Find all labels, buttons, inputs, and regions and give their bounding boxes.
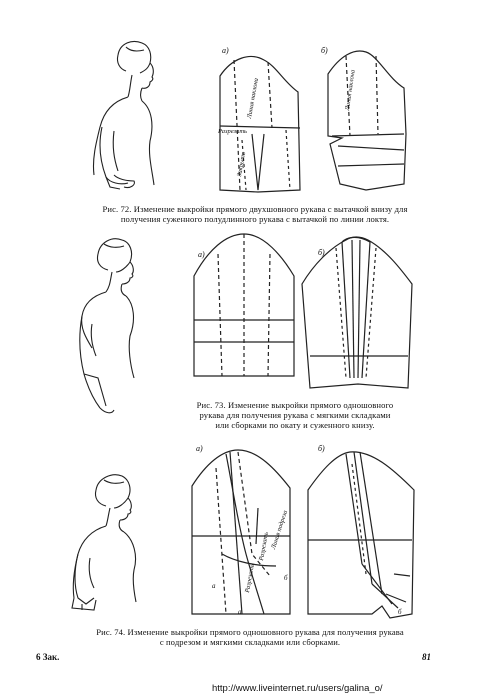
fig73-caption-line-2: рукава для получения рукава с мягкими складками (199, 410, 391, 420)
fig74-part-label-b: б) (318, 444, 325, 453)
fig72-label-liniya-a: Линия наклона (246, 77, 261, 120)
fig72-part-label-a: а) (222, 46, 229, 55)
fig74-label-b-2: б (398, 608, 402, 616)
fig72-label-razrezat: Разрезать (218, 128, 247, 135)
fig72-pattern-b (318, 46, 418, 196)
fig73-pattern-b (296, 228, 418, 396)
fig72-part-label-b: б) (321, 46, 328, 55)
fig73-caption-line-1: Рис. 73. Изменение выкройки прямого одношовного (196, 400, 394, 410)
fig74-part-label-a: а) (196, 444, 203, 453)
fig74-label-a-2: а (238, 608, 242, 616)
fig74-pattern-b (302, 444, 422, 620)
fig74-label-razrezat-1: Разрезать (244, 563, 256, 594)
fig72-caption-line-2: получения суженного полудлинного рукава с вытачкой по линии локтя. (120, 214, 390, 224)
fig72-woman-illustration (70, 35, 180, 200)
fig72-label-liniya-b: Линия наклона (344, 69, 357, 111)
fig74-label-b-1: б (284, 574, 288, 582)
page-number: 81 (422, 652, 431, 662)
fig72-label-zakryt: Закрыть (236, 151, 248, 178)
fig73-part-label-b: б) (318, 248, 325, 257)
fig74-label-liniya-podreza: Линия подреза (270, 509, 290, 551)
fig74-caption-line-2: с подрезом и мягкими складками или сборками. (159, 637, 341, 647)
fig73-part-label-a: а) (198, 250, 205, 259)
fig73-woman-illustration (70, 228, 180, 418)
fig74-woman-illustration (60, 470, 180, 620)
source-url-link[interactable]: http://www.liveinternet.ru/users/galina_o/ (212, 683, 383, 694)
fig74-caption-line-1: Рис. 74. Изменение выкройки прямого одношовного рукава для получения рукава (96, 627, 404, 637)
footer-signature: 6 Зак. (36, 652, 60, 662)
fig74-label-a-1: а (212, 582, 216, 590)
fig72-pattern-a (212, 48, 312, 198)
fig72-caption-line-1: Рис. 72. Изменение выкройки прямого двухшовного рукава с вытачкой внизу для (102, 204, 408, 214)
fig73-pattern-a (188, 230, 300, 390)
fig73-caption-line-3: или сборками по окату и суженного книзу. (215, 420, 375, 430)
fig74-label-razrezat-2: Разрезать (258, 531, 270, 562)
